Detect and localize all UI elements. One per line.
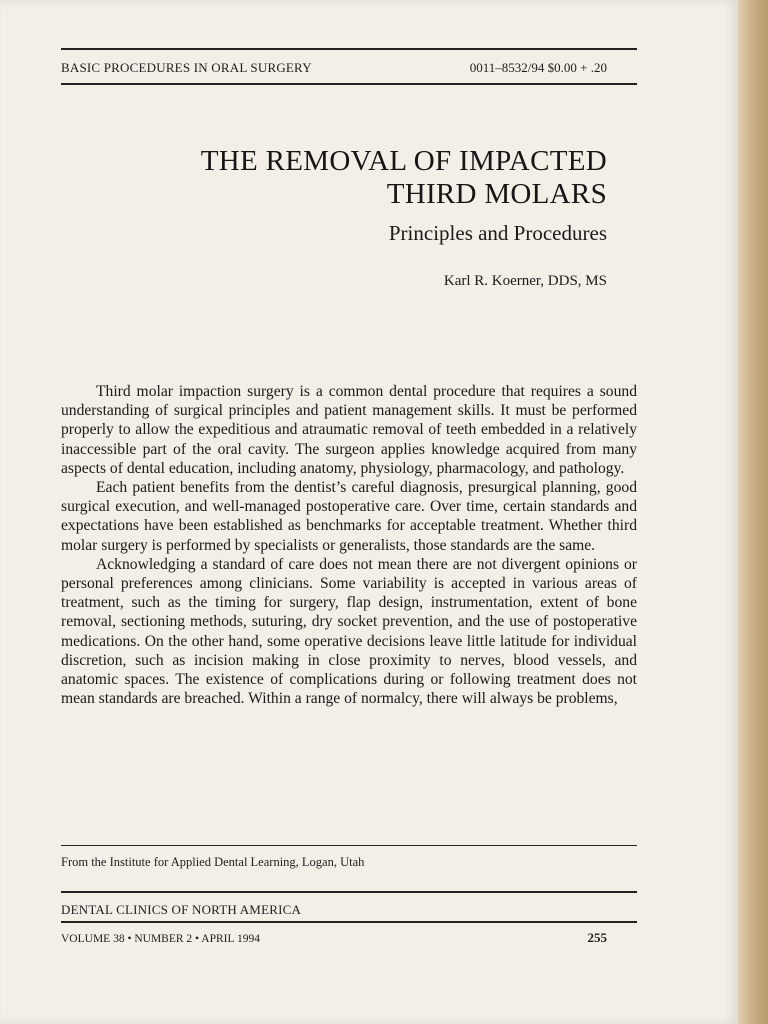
title-line-2: THIRD MOLARS [386,178,607,210]
header-top-rule [61,48,637,50]
journal-name: DENTAL CLINICS OF NORTH AMERICA [61,902,302,917]
author-name: Karl R. Koerner, DDS, MS [443,273,607,289]
article-subtitle: Principles and Procedures [388,221,607,245]
footnote-rule [61,845,637,846]
paragraph: Acknowledging a standard of care does not mean there are not divergent opinions or personal preferences among clinicians. Some variability is accepted in various areas of treatment, such as the timing for surgery, flap design, instrumentation, extent of bone removal, sectioning methods, suturing, dry socket prevention, and the use of postoperative medications. On the other hand, some operative decisions leave little latitude for individual discretion, such as incision making in close proximity to nerves, blood vessels, and anatomic spaces. The existence of complications during or following treatment does not mean standards are breached. Within a range of normalcy, there will always be problems, [61,555,637,708]
article-code: 0011–8532/94 $0.00 + .20 [469,60,607,75]
book-page-edge [738,0,768,1024]
footer-top-rule [61,891,637,893]
title-line-1: THE REMOVAL OF IMPACTED [200,145,607,177]
header-bottom-rule [61,83,637,85]
running-title: BASIC PROCEDURES IN ORAL SURGERY [61,60,312,75]
article-body [61,382,637,708]
paragraph: Each patient benefits from the dentist’s careful diagnosis, presurgical planning, good surgical execution, and well-managed postoperative care. Over time, certain standards and expectations have been established as benchmarks for acceptable treatment. Whether third molar surgery is performed by specialists or generalists, those standards are the same. [61,479,637,554]
volume-info: VOLUME 38 • NUMBER 2 • APRIL 1994 [61,933,260,945]
article-title [47,145,607,211]
page-number: 255 [587,930,607,945]
paragraph: Third molar impaction surgery is a common dental procedure that requires a sound understanding of surgical principles and patient management skills. It must be performed properly to allow the expeditious and atraumatic removal of teeth embedded in a relatively inaccessible part of the oral cavity. The surgeon applies knowledge acquired from many aspects of dental education, including anatomy, physiology, pharmacology, and pathology. [61,383,637,477]
footer-bottom-rule [61,921,637,923]
affiliation-footnote: From the Institute for Applied Dental Learning, Logan, Utah [61,855,365,869]
